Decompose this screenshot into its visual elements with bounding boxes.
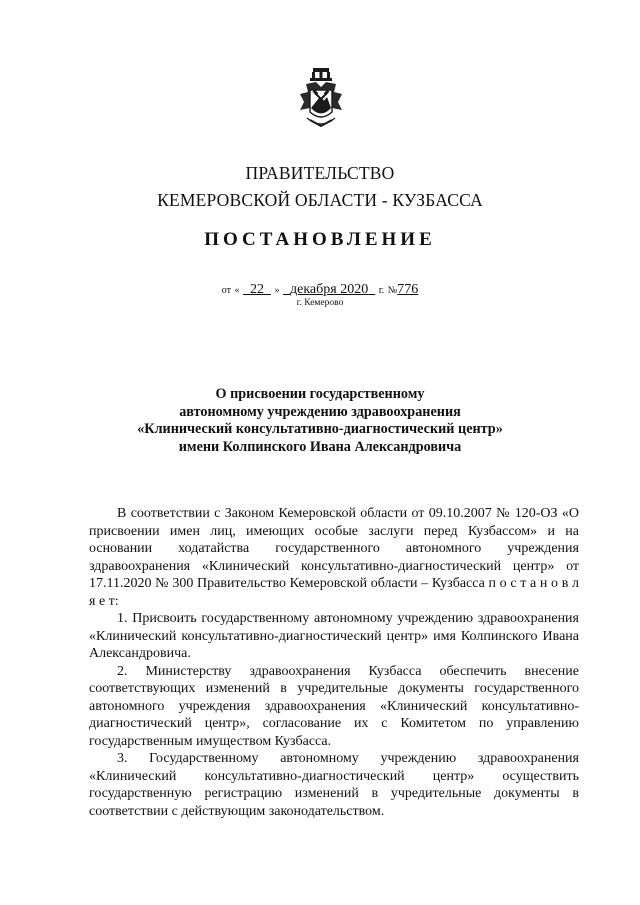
title-line2: автономному учреждению здравоохранения (179, 403, 461, 420)
kuzbass-coat-of-arms-icon (298, 68, 344, 130)
date-month-year-field (283, 282, 375, 297)
date-from-label: от (221, 285, 231, 296)
document-type-heading: ПОСТАНОВЛЕНИЕ (204, 229, 436, 250)
title-line3: «Клинический консультативно-диагностический центр» (137, 421, 503, 437)
date-quote-close: » (274, 285, 280, 296)
resolution-item-2: 2. Министерству здравоохранения Кузбасса обеспечить внесение соответствующих изменений в учредительные документы государственного автономного учреждения здравоохранения «Клинический консультативно-диагностический центр», согласование их с Комитетом по управлению государственным имуществом Кузбасса. (89, 663, 579, 749)
document-number-value: 776 (397, 282, 419, 297)
preamble-paragraph (89, 505, 579, 610)
date-quote-open: « (234, 285, 240, 296)
date-day-value: 22 (250, 282, 264, 297)
date-year-abbr: г. (378, 285, 385, 296)
resolution-item-1: 1. Присвоить государственному автономному учреждению здравоохранения «Клинический консультативно-диагностический центр» имя Колпинского Ивана Александровича. (89, 611, 579, 661)
document-number-sign: № (387, 285, 398, 296)
organization-name-line2: КЕМЕРОВСКОЙ ОБЛАСТИ - КУЗБАССА (157, 190, 483, 210)
resolution-title (100, 386, 540, 456)
resolves-word: п о с т а н о в л я е т: (89, 576, 579, 609)
organization-name-line1: ПРАВИТЕЛЬСТВО (245, 163, 395, 183)
resolution-body (89, 505, 579, 820)
date-day-field (243, 282, 271, 297)
date-month-year-value: декабря 2020 (290, 282, 369, 297)
title-line1: О присвоении государственному (215, 386, 425, 402)
preamble-text: В соответствии с Законом Кемеровской области от 09.10.2007 № 120-ОЗ «О присвоении имен лиц, имеющих особые заслуги перед Кузбассом» и на основании ходатайства государственного автономного учреждения здравоохранения «Клинический консультативно-диагностический центр» от 17.11.2020 № 300 Правительство Кемеровской области – Кузбасса (89, 506, 579, 591)
document-city: г. Кемерово (296, 298, 344, 308)
document-date-number-line (0, 282, 640, 298)
title-line4: имени Колпинского Ивана Александровича (178, 438, 462, 455)
resolution-item-3: 3. Государственному автономному учреждению здравоохранения «Клинический консультативно-диагностический центр» осуществить государственную регистрацию изменений в учредительные документы в соответствии с действующим законодательством. (89, 751, 579, 819)
